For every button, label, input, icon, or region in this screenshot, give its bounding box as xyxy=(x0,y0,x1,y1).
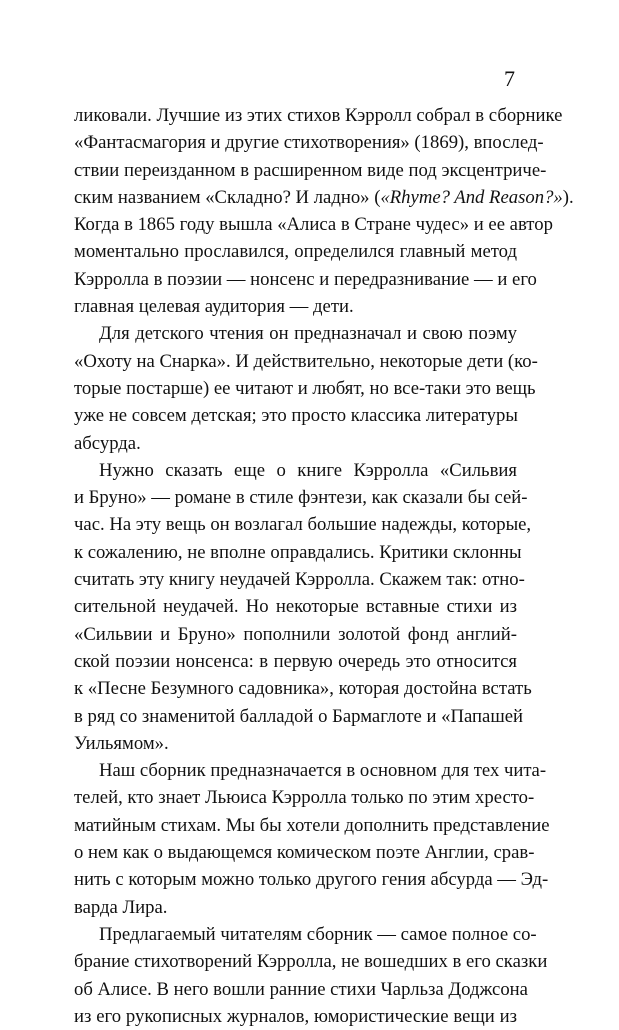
text-line: и Бруно» — романе в стиле фэнтези, как сказали бы сей- xyxy=(74,487,528,509)
body-text xyxy=(74,102,574,1030)
text-line: ликовали. Лучшие из этих стихов Кэрролл собрал в сборнике xyxy=(74,105,563,126)
text-line: к «Песне Безумного садовника», которая достойна встать xyxy=(74,678,532,700)
text-line: Предлагаемый читателям сборник — самое полное со- xyxy=(99,923,537,945)
text-line: моментально прославился, определился главный метод xyxy=(74,241,517,263)
text-line: ской поэзии нонсенса: в первую очередь это относится xyxy=(74,650,517,672)
text-line: сительной неудачей. Но некоторые вставные стихи из xyxy=(74,596,517,618)
italic-title: «Rhyme? And Reason?» xyxy=(380,186,563,208)
text-line: матийным стихам. Мы бы хотели дополнить представление xyxy=(74,814,550,836)
text-line: «Охоту на Снарка». И действительно, некоторые дети (ко- xyxy=(74,350,538,372)
text-line: ствии переизданном в расширенном виде под эксцентриче- xyxy=(74,159,547,181)
text-line: брание стихотворений Кэрролла, не вошедших в его сказки xyxy=(74,951,548,973)
text-line: Уильямом». xyxy=(74,732,169,754)
text-line xyxy=(74,184,574,211)
text-line: считать эту книгу неудачей Кэрролла. Скажем так: отно- xyxy=(74,569,525,591)
text-line: Когда в 1865 году вышла «Алиса в Стране чудес» и ее автор xyxy=(74,214,553,236)
text-line: Для детского чтения он предназначал и свою поэму xyxy=(99,323,517,345)
text-line: «Сильвии и Бруно» пополнили золотой фонд англий- xyxy=(74,623,517,645)
text-line: о нем как о выдающемся комическом поэте Англии, срав- xyxy=(74,842,535,864)
text-line: час. На эту вещь он возлагал большие надежды, которые, xyxy=(74,514,532,536)
text-line: из его рукописных журналов, юмористические вещи из xyxy=(74,1005,517,1027)
text-line: уже не совсем детская; это просто классика литературы xyxy=(74,405,518,427)
text-line: Наш сборник предназначается в основном для тех читa- xyxy=(99,760,547,782)
text-line: абсурда. xyxy=(74,432,141,454)
text-line: в ряд со знаменитой балладой о Бармаглоте и «Папашей xyxy=(74,705,524,727)
text-line: нить с которым можно только другого гения абсурда — Эд- xyxy=(74,869,549,891)
text-line: варда Лира. xyxy=(74,896,168,918)
text-line: торые постарше) ее читают и любят, но все-таки это вещь xyxy=(74,377,536,399)
text-line: «Фантасмагория и другие стихотворения» (1869), впослед- xyxy=(74,132,544,154)
text-line: к сожалению, не вполне оправдались. Критики склонны xyxy=(74,541,522,563)
text-line: телей, кто знает Льюиса Кэрролла только по этим хресто- xyxy=(74,787,535,809)
text-line: Нужно сказать еще о книге Кэрролла «Сильвия xyxy=(99,459,517,481)
text-segment: ). xyxy=(562,186,574,208)
text-line: главная целевая аудитория — дети. xyxy=(74,296,354,318)
text-line: об Алисе. В него вошли ранние стихи Чарльза Доджсона xyxy=(74,978,528,1000)
page-number: 7 xyxy=(504,66,515,91)
text-line: Кэрролла в поэзии — нонсенс и передразнивание — и его xyxy=(74,268,537,290)
text-segment: ским названием «Складно? И ладно» ( xyxy=(74,186,381,208)
